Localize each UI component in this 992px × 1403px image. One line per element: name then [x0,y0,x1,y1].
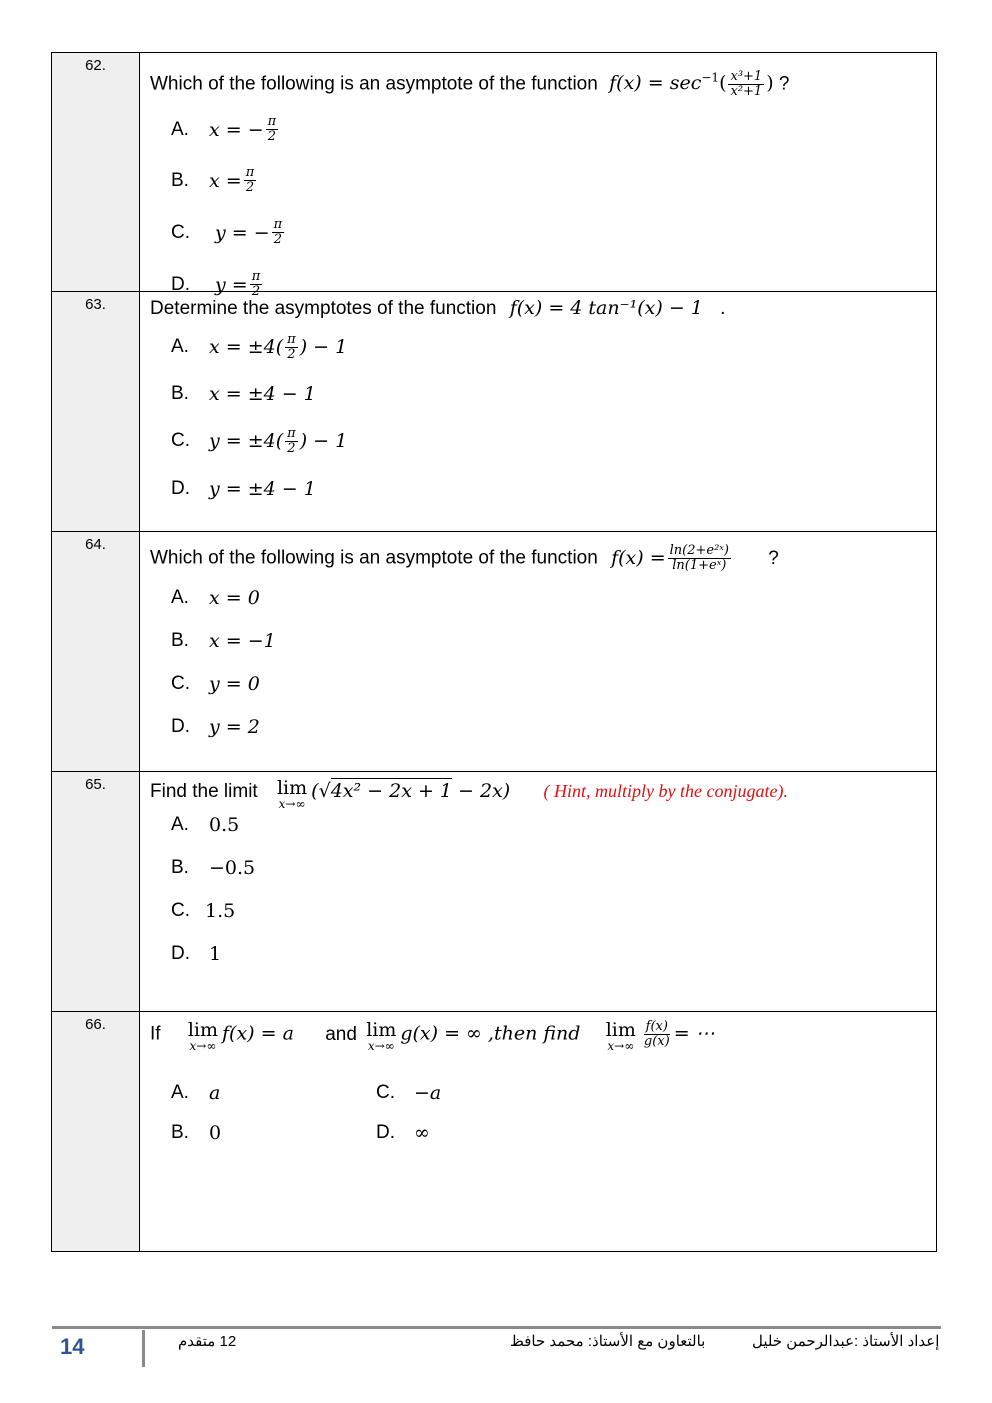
option-c[interactable]: C. y = ±4( $\frac{\pi}{2}$ ) − 1 [171,425,348,456]
options [171,324,936,514]
options [171,804,936,975]
options [171,1082,936,1144]
limit-operator: lim x→∞ [276,777,308,811]
footer-grade: 12 متقدم [178,1333,237,1350]
option-b[interactable]: B. x = −1 [171,629,276,652]
option-d[interactable]: D. y = $\frac{\pi}{2}$ [171,269,261,300]
option-d[interactable]: D. 1 [171,942,222,965]
option-b[interactable]: B. x = $\frac{\pi}{2}$ [171,165,255,196]
option-c[interactable]: C. 1.5 [171,899,236,922]
option-c[interactable]: C. y = − $\frac{\pi}{2}$ [171,217,283,248]
question-body [140,53,936,300]
option-a[interactable]: A. x = − $\frac{\pi}{2}$ [171,114,277,145]
footer-collaboration: بالتعاون مع الأستاذ: محمد حافظ [510,1333,706,1350]
footer-divider [52,1326,941,1329]
question-row [51,532,937,772]
option-b[interactable]: B. x = ±4 − 1 [171,383,316,405]
option-b[interactable]: B. 0 [171,1122,222,1144]
option-a[interactable]: A. a [171,1082,221,1104]
question-row [51,772,937,1012]
question-stem: Find the limit lim x→∞ (√4x² − 2x + 1 − 2x) ( Hint, multiply by the conjugate). [150,777,788,811]
options [171,105,936,311]
questions-table [51,52,937,1252]
option-c[interactable]: C. −a [376,1082,442,1104]
question-stem: Determine the asymptotes of the function f(x) = 4 tan⁻¹(x) − 1 . [150,297,726,319]
question-body [140,532,936,771]
question-number: 64. [52,532,140,771]
question-number: 65. [52,772,140,1011]
stem-text: Which of the following is an asymptote of the function [150,73,598,95]
question-body [140,772,936,1011]
option-b[interactable]: B. −0.5 [171,856,256,879]
option-d[interactable]: D. ∞ [376,1122,430,1144]
page-number: 14 [60,1334,85,1359]
option-d[interactable]: D. y = 2 [171,715,260,738]
option-a[interactable]: A. x = ±4( $\frac{\pi}{2}$ ) − 1 [171,331,348,362]
option-a[interactable]: A. x = 0 [171,587,260,609]
footer-author: إعداد الأستاذ :عبدالرحمن خليل [752,1333,940,1350]
option-c[interactable]: C. y = 0 [171,672,260,695]
option-d[interactable]: D. y = ±4 − 1 [171,478,316,500]
question-body [140,1012,936,1251]
question-number: 62. [52,53,140,291]
question-stem: Which of the following is an asymptote of the function f(x) = $\frac{\text{ln(2+e²ˣ)}}{\text{ln(1+eˣ)}}$ ? [150,543,779,573]
question-stem: Which of the following is an asymptote of the function $f(x) = \sec^{-1}$( $\frac{\text{x³+1}}{\text{x²+1}}$ ) ? [150,68,790,99]
question-row [51,292,937,532]
question-row [51,1012,937,1252]
question-number: 63. [52,292,140,531]
question-row [51,52,937,300]
question-body [140,292,936,531]
footer-separator [142,1330,145,1367]
option-a[interactable]: A. 0.5 [171,814,240,836]
stem-function: $f(x) = \sec^{-1}$( $\frac{\text{x³+1}}{\text{x²+1}}$ ) [609,68,774,99]
hint-text: ( Hint, multiply by the conjugate). [543,781,788,801]
question-stem: If lim x→∞ f(x) = a and lim x→∞ g(x) = ∞ ,then find lim x→∞ $\frac{f(x)}{g(x)}$ = ⋯ [150,1019,715,1053]
question-number: 66. [52,1012,140,1251]
options [171,577,936,748]
